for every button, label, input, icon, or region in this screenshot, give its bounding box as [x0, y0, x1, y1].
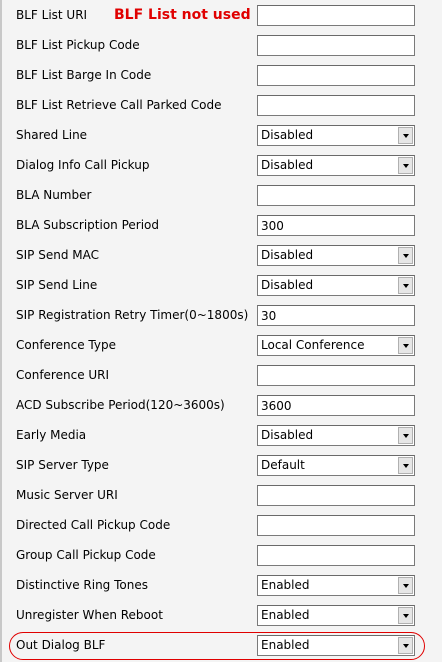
label-distinctive-ring-tones: Distinctive Ring Tones [16, 578, 148, 592]
dropdown-arrow-icon[interactable] [398, 247, 413, 264]
label-sip-send-mac: SIP Send MAC [16, 248, 99, 262]
row-sip-registration-retry-timer-0-1800s [0, 300, 442, 330]
dropdown-arrow-icon[interactable] [398, 577, 413, 594]
label-early-media: Early Media [16, 428, 87, 442]
select-value-sip-send-mac: Disabled [261, 248, 314, 262]
row-conference-type [0, 330, 442, 360]
select-sip-server-type[interactable] [257, 455, 415, 476]
select-value-distinctive-ring-tones: Enabled [261, 578, 310, 592]
row-bla-number [0, 180, 442, 210]
row-directed-call-pickup-code [0, 510, 442, 540]
label-bla-number: BLA Number [16, 188, 92, 202]
row-blf-list-retrieve-call-parked-code [0, 90, 442, 120]
field-music-server-uri [257, 485, 415, 506]
dropdown-arrow-icon[interactable] [398, 457, 413, 474]
dropdown-arrow-icon[interactable] [398, 277, 413, 294]
label-group-call-pickup-code: Group Call Pickup Code [16, 548, 156, 562]
row-bla-subscription-period [0, 210, 442, 240]
row-blf-list-uri [0, 0, 442, 30]
field-bla-number [257, 185, 415, 206]
label-sip-server-type: SIP Server Type [16, 458, 109, 472]
row-conference-uri [0, 360, 442, 390]
field-sip-registration-retry-timer-0-1800s [257, 305, 415, 326]
select-shared-line[interactable] [257, 125, 415, 146]
row-early-media [0, 420, 442, 450]
select-value-sip-server-type: Default [261, 458, 305, 472]
input-blf-list-barge-in-code[interactable] [258, 66, 414, 85]
row-sip-server-type [0, 450, 442, 480]
input-sip-registration-retry-timer-0-1800s[interactable] [258, 306, 414, 325]
label-unregister-when-reboot: Unregister When Reboot [16, 608, 163, 622]
input-bla-number[interactable] [258, 186, 414, 205]
select-conference-type[interactable] [257, 335, 415, 356]
row-dialog-info-call-pickup [0, 150, 442, 180]
row-sip-send-line [0, 270, 442, 300]
label-shared-line: Shared Line [16, 128, 88, 142]
select-dialog-info-call-pickup[interactable] [257, 155, 415, 176]
label-sip-registration-retry-timer-0-1800s: SIP Registration Retry Timer(0~1800s) [16, 308, 249, 322]
field-acd-subscribe-period-120-3600s [257, 395, 415, 416]
label-blf-list-barge-in-code: BLF List Barge In Code [16, 68, 152, 82]
label-directed-call-pickup-code: Directed Call Pickup Code [16, 518, 171, 532]
field-blf-list-pickup-code [257, 35, 415, 56]
select-value-dialog-info-call-pickup: Disabled [261, 158, 314, 172]
label-conference-uri: Conference URI [16, 368, 110, 382]
row-group-call-pickup-code [0, 540, 442, 570]
row-music-server-uri [0, 480, 442, 510]
row-acd-subscribe-period-120-3600s [0, 390, 442, 420]
select-distinctive-ring-tones[interactable] [257, 575, 415, 596]
input-group-call-pickup-code[interactable] [258, 546, 414, 565]
field-blf-list-uri [257, 5, 415, 26]
label-blf-list-retrieve-call-parked-code: BLF List Retrieve Call Parked Code [16, 98, 222, 112]
label-bla-subscription-period: BLA Subscription Period [16, 218, 160, 232]
input-music-server-uri[interactable] [258, 486, 414, 505]
dropdown-arrow-icon[interactable] [398, 427, 413, 444]
field-blf-list-retrieve-call-parked-code [257, 95, 415, 116]
input-conference-uri[interactable] [258, 366, 414, 385]
select-value-early-media: Disabled [261, 428, 314, 442]
select-sip-send-line[interactable] [257, 275, 415, 296]
label-blf-list-uri: BLF List URI [16, 8, 88, 22]
label-music-server-uri: Music Server URI [16, 488, 118, 502]
label-conference-type: Conference Type [16, 338, 116, 352]
row-shared-line [0, 120, 442, 150]
input-directed-call-pickup-code[interactable] [258, 516, 414, 535]
input-blf-list-uri[interactable] [258, 6, 414, 25]
select-value-unregister-when-reboot: Enabled [261, 608, 310, 622]
input-acd-subscribe-period-120-3600s[interactable] [258, 396, 414, 415]
input-bla-subscription-period[interactable] [258, 216, 414, 235]
label-sip-send-line: SIP Send Line [16, 278, 98, 292]
label-acd-subscribe-period-120-3600s: ACD Subscribe Period(120~3600s) [16, 398, 225, 412]
field-bla-subscription-period [257, 215, 415, 236]
row-blf-list-barge-in-code [0, 60, 442, 90]
label-blf-list-pickup-code: BLF List Pickup Code [16, 38, 140, 52]
select-sip-send-mac[interactable] [257, 245, 415, 266]
row-distinctive-ring-tones [0, 570, 442, 600]
row-unregister-when-reboot [0, 600, 442, 630]
label-out-dialog-blf: Out Dialog BLF [16, 638, 106, 652]
select-value-out-dialog-blf: Enabled [261, 638, 310, 652]
field-blf-list-barge-in-code [257, 65, 415, 86]
select-early-media[interactable] [257, 425, 415, 446]
row-blf-list-pickup-code [0, 30, 442, 60]
field-group-call-pickup-code [257, 545, 415, 566]
input-blf-list-retrieve-call-parked-code[interactable] [258, 96, 414, 115]
label-dialog-info-call-pickup: Dialog Info Call Pickup [16, 158, 150, 172]
row-sip-send-mac [0, 240, 442, 270]
blf-list-note: BLF List not used [114, 7, 251, 23]
input-blf-list-pickup-code[interactable] [258, 36, 414, 55]
dropdown-arrow-icon[interactable] [398, 337, 413, 354]
field-directed-call-pickup-code [257, 515, 415, 536]
field-conference-uri [257, 365, 415, 386]
select-value-conference-type: Local Conference [261, 338, 365, 352]
dropdown-arrow-icon[interactable] [398, 157, 413, 174]
select-unregister-when-reboot[interactable] [257, 605, 415, 626]
dropdown-arrow-icon[interactable] [398, 127, 413, 144]
select-value-shared-line: Disabled [261, 128, 314, 142]
dropdown-arrow-icon[interactable] [398, 607, 413, 624]
highlight-ellipse [9, 632, 425, 660]
select-value-sip-send-line: Disabled [261, 278, 314, 292]
